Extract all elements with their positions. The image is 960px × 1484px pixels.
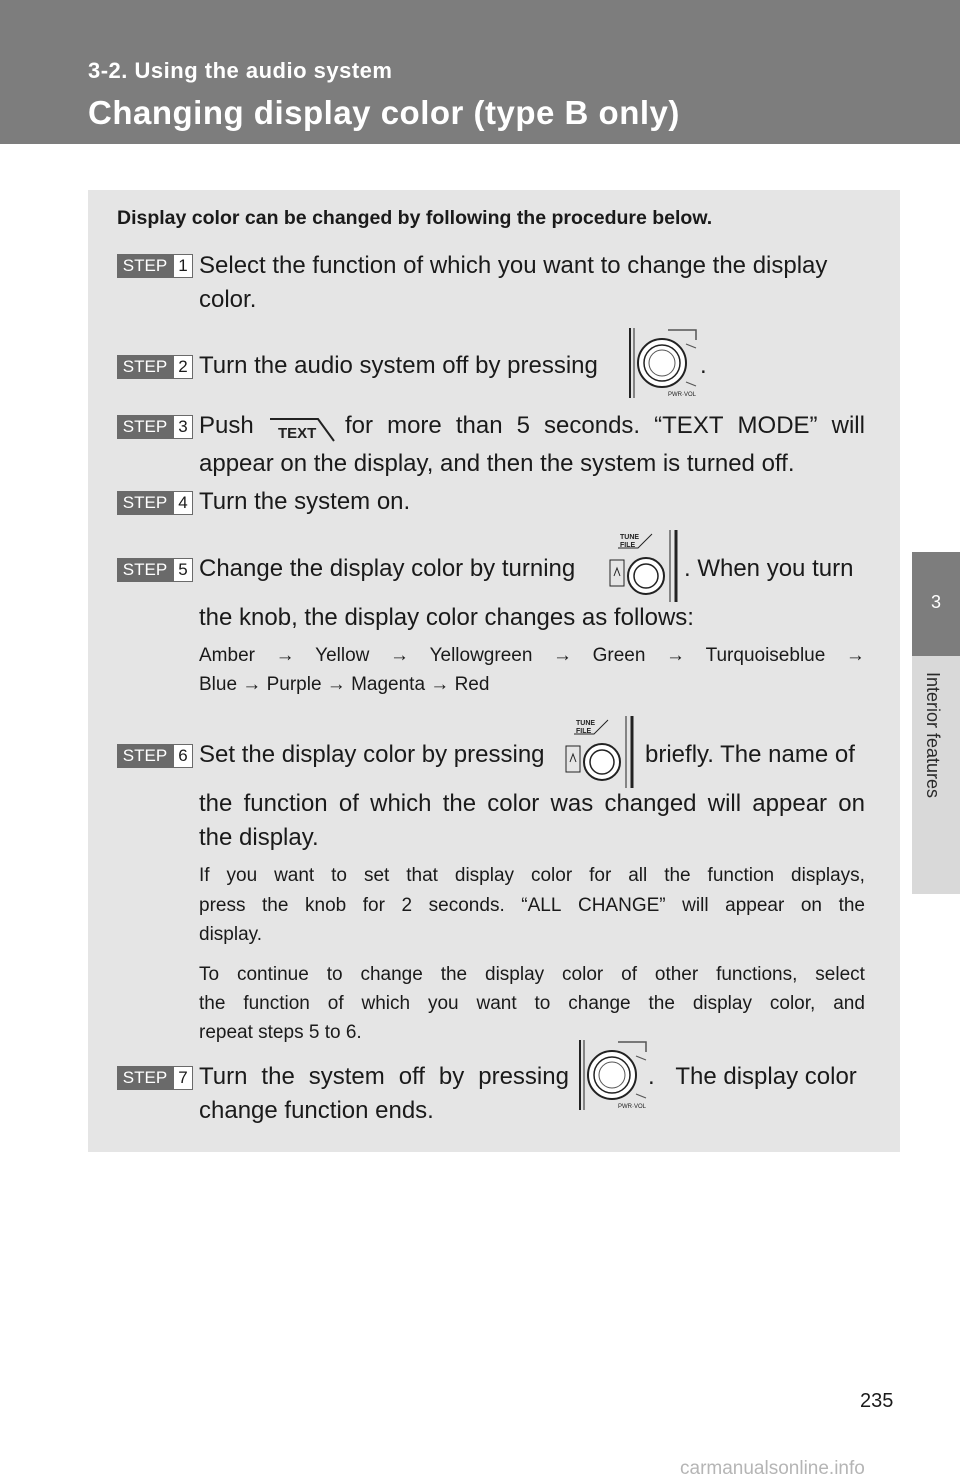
step-5-text: Change the display color by turning <box>199 555 576 582</box>
step-5-text-end: . When you turn <box>684 555 854 582</box>
step-6-note-2-line-3: repeat steps 5 to 6. <box>199 1022 362 1043</box>
svg-text:PWR·VOL: PWR·VOL <box>668 392 697 398</box>
page-header <box>0 0 960 144</box>
chapter-title: Interior features <box>923 672 943 799</box>
step-label: STEP <box>117 558 173 582</box>
page-title: Changing display color (type B only) <box>88 94 680 131</box>
step-6-text: Set the display color by pressing <box>199 741 545 768</box>
pwr-vol-knob-icon <box>628 328 698 398</box>
step-6-line-3: the display. <box>199 824 319 851</box>
step-5-line-2: the knob, the display color changes as follows: <box>199 604 694 631</box>
step-label: STEP <box>117 1066 173 1090</box>
step-label: STEP <box>117 355 173 379</box>
step-number: 4 <box>173 491 193 515</box>
step-label: STEP <box>117 254 173 278</box>
pwr-vol-knob-icon <box>578 1040 648 1110</box>
step-number: 3 <box>173 415 193 439</box>
step-6-text-end: briefly. The name of <box>645 741 855 768</box>
step-label: STEP <box>117 744 173 768</box>
step-6-line-2: the function of which the color was changed will appear on <box>199 790 865 817</box>
step-badge-4 <box>117 491 193 515</box>
color-sequence-line-2: Blue → Purple → Magenta → Red <box>199 674 490 695</box>
svg-text:TEXT: TEXT <box>278 425 317 442</box>
step-number: 6 <box>173 744 193 768</box>
step-label: STEP <box>117 415 173 439</box>
step-6-note-1-line-1: If you want to set that display color for all the function displays, <box>199 865 865 886</box>
step-badge-2 <box>117 355 193 379</box>
step-3-word-push: Push <box>199 412 254 439</box>
svg-text:TUNE: TUNE <box>620 534 640 541</box>
step-7-line-1-start: Turn the system off by pressing <box>199 1063 569 1090</box>
step-2-text-end: . <box>700 352 707 379</box>
chapter-tab[interactable] <box>912 552 960 656</box>
svg-text:FILE: FILE <box>620 542 636 549</box>
step-badge-6 <box>117 744 193 768</box>
svg-text:FILE: FILE <box>576 728 592 735</box>
section-label: 3-2. Using the audio system <box>88 58 393 83</box>
step-7-line-2: change function ends. <box>199 1097 434 1124</box>
step-badge-7 <box>117 1066 193 1090</box>
step-3-line-2: appear on the display, and then the system is turned off. <box>199 450 795 477</box>
step-3-line-1-rest: for more than 5 seconds. “TEXT MODE” will <box>345 412 865 439</box>
tune-file-knob-icon <box>564 716 638 788</box>
step-7-line-1-end: . The display color <box>648 1063 857 1090</box>
chapter-number: 3 <box>930 592 941 612</box>
step-2-text: Turn the audio system off by pressing <box>199 352 598 379</box>
step-1-line-1: Select the function of which you want to change the display <box>199 252 828 279</box>
color-sequence-line-1: Amber → Yellow → Yellowgreen → Green → Turquoiseblue → <box>199 645 865 666</box>
step-label: STEP <box>117 491 173 515</box>
chapter-title-tab <box>912 656 960 894</box>
svg-text:TUNE: TUNE <box>576 720 596 727</box>
step-badge-5 <box>117 558 193 582</box>
intro-text: Display color can be changed by following the procedure below. <box>117 207 713 229</box>
step-4-line-1: Turn the system on. <box>199 488 411 515</box>
step-6-note-1-line-3: display. <box>199 924 263 945</box>
step-badge-1 <box>117 254 193 278</box>
step-badge-3 <box>117 415 193 439</box>
step-1-line-2: color. <box>199 286 257 313</box>
text-button-icon <box>268 415 336 443</box>
svg-text:PWR·VOL: PWR·VOL <box>618 1104 647 1110</box>
step-6-note-2-line-2: the function of which you want to change the display color, and <box>199 993 865 1014</box>
step-6-note-1-line-2: press the knob for 2 seconds. “ALL CHANGE” will appear on the <box>199 895 865 916</box>
page-number: 235 <box>860 1390 894 1412</box>
step-number: 7 <box>173 1066 193 1090</box>
step-6-note-2-line-1: To continue to change the display color of other functions, select <box>199 964 865 985</box>
tune-file-knob-icon <box>608 530 682 602</box>
step-number: 5 <box>173 558 193 582</box>
step-number: 2 <box>173 355 193 379</box>
watermark: carmanualsonline.info <box>680 1458 865 1479</box>
step-number: 1 <box>173 254 193 278</box>
